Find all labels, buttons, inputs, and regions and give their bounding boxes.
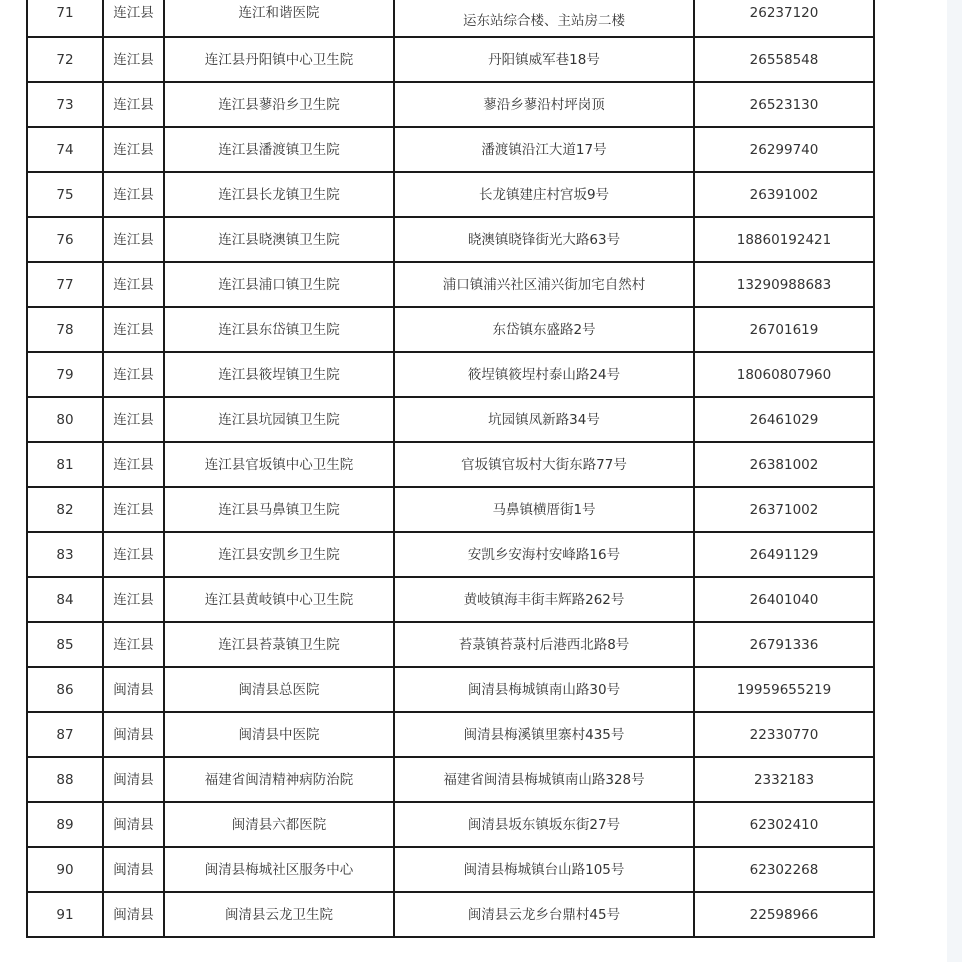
row-phone: 22598966 bbox=[694, 892, 874, 937]
row-number: 76 bbox=[27, 217, 103, 262]
row-address: 浦口镇浦兴社区浦兴街加宅自然村 bbox=[394, 262, 694, 307]
row-number: 79 bbox=[27, 352, 103, 397]
table-row bbox=[27, 262, 874, 307]
table-row bbox=[27, 622, 874, 667]
row-number: 74 bbox=[27, 127, 103, 172]
row-number: 87 bbox=[27, 712, 103, 757]
row-number: 88 bbox=[27, 757, 103, 802]
row-address: 筱埕镇筱埕村泰山路24号 bbox=[394, 352, 694, 397]
row-phone-text: 26237120 bbox=[749, 4, 819, 21]
row-hospital-name: 连江县苔菉镇卫生院 bbox=[164, 622, 394, 667]
row-hospital-name: 连江县蓼沿乡卫生院 bbox=[164, 82, 394, 127]
row-phone: 26299740 bbox=[694, 127, 874, 172]
row-phone: 26791336 bbox=[694, 622, 874, 667]
row-phone bbox=[694, 0, 874, 37]
row-address: 安凯乡安海村安峰路16号 bbox=[394, 532, 694, 577]
row-number bbox=[27, 0, 103, 37]
table-row bbox=[27, 892, 874, 937]
row-hospital-name: 连江县坑园镇卫生院 bbox=[164, 397, 394, 442]
row-number: 77 bbox=[27, 262, 103, 307]
row-hospital-name: 连江县官坂镇中心卫生院 bbox=[164, 442, 394, 487]
row-address: 潘渡镇沿江大道17号 bbox=[394, 127, 694, 172]
row-address: 黄岐镇海丰街丰辉路262号 bbox=[394, 577, 694, 622]
row-number: 75 bbox=[27, 172, 103, 217]
row-hospital-name: 闽清县云龙卫生院 bbox=[164, 892, 394, 937]
row-county: 连江县 bbox=[103, 352, 164, 397]
row-hospital-name: 闽清县总医院 bbox=[164, 667, 394, 712]
row-hospital-name: 闽清县梅城社区服务中心 bbox=[164, 847, 394, 892]
row-county: 连江县 bbox=[103, 577, 164, 622]
row-address: 闽清县梅城镇台山路105号 bbox=[394, 847, 694, 892]
table-row bbox=[27, 712, 874, 757]
row-address: 官坂镇官坂村大街东路77号 bbox=[394, 442, 694, 487]
table-row bbox=[27, 757, 874, 802]
row-number: 73 bbox=[27, 82, 103, 127]
row-county: 连江县 bbox=[103, 442, 164, 487]
row-phone: 2332183 bbox=[694, 757, 874, 802]
row-phone: 18860192421 bbox=[694, 217, 874, 262]
row-address: 闽清县坂东镇坂东街27号 bbox=[394, 802, 694, 847]
row-county: 连江县 bbox=[103, 217, 164, 262]
row-phone: 26391002 bbox=[694, 172, 874, 217]
row-number: 78 bbox=[27, 307, 103, 352]
row-phone: 13290988683 bbox=[694, 262, 874, 307]
row-hospital-name: 连江县东岱镇卫生院 bbox=[164, 307, 394, 352]
row-hospital-name: 连江县晓澳镇卫生院 bbox=[164, 217, 394, 262]
row-county: 连江县 bbox=[103, 82, 164, 127]
row-address: 苔菉镇苔菉村后港西北路8号 bbox=[394, 622, 694, 667]
row-county: 连江县 bbox=[103, 532, 164, 577]
row-hospital-name-text: 连江和谐医院 bbox=[238, 4, 320, 21]
table-row bbox=[27, 82, 874, 127]
row-number: 72 bbox=[27, 37, 103, 82]
row-county bbox=[103, 0, 164, 37]
row-hospital-name: 连江县马鼻镇卫生院 bbox=[164, 487, 394, 532]
row-county: 闽清县 bbox=[103, 892, 164, 937]
table-row bbox=[27, 577, 874, 622]
row-address: 闽清县梅溪镇里寨村435号 bbox=[394, 712, 694, 757]
row-number: 84 bbox=[27, 577, 103, 622]
row-address: 蓼沿乡蓼沿村坪岗顶 bbox=[394, 82, 694, 127]
row-number: 90 bbox=[27, 847, 103, 892]
row-phone: 26523130 bbox=[694, 82, 874, 127]
table-row bbox=[27, 847, 874, 892]
row-address: 闽清县梅城镇南山路30号 bbox=[394, 667, 694, 712]
row-phone: 26401040 bbox=[694, 577, 874, 622]
table-row bbox=[27, 172, 874, 217]
table-row bbox=[27, 532, 874, 577]
row-phone: 26371002 bbox=[694, 487, 874, 532]
row-hospital-name: 连江县安凯乡卫生院 bbox=[164, 532, 394, 577]
row-address: 长龙镇建庄村宫坂9号 bbox=[394, 172, 694, 217]
row-county: 连江县 bbox=[103, 397, 164, 442]
row-hospital-name: 闽清县中医院 bbox=[164, 712, 394, 757]
row-county: 闽清县 bbox=[103, 802, 164, 847]
row-hospital-name: 连江县潘渡镇卫生院 bbox=[164, 127, 394, 172]
row-county: 连江县 bbox=[103, 487, 164, 532]
row-number: 81 bbox=[27, 442, 103, 487]
row-address: 闽清县云龙乡台鼎村45号 bbox=[394, 892, 694, 937]
row-phone: 22330770 bbox=[694, 712, 874, 757]
table-row bbox=[27, 352, 874, 397]
row-number: 86 bbox=[27, 667, 103, 712]
row-number: 85 bbox=[27, 622, 103, 667]
row-address bbox=[394, 0, 694, 37]
row-county: 闽清县 bbox=[103, 712, 164, 757]
row-phone: 26491129 bbox=[694, 532, 874, 577]
row-number: 80 bbox=[27, 397, 103, 442]
row-county: 闽清县 bbox=[103, 847, 164, 892]
row-hospital-name bbox=[164, 0, 394, 37]
table-row bbox=[27, 397, 874, 442]
table-row bbox=[27, 0, 874, 37]
row-number: 83 bbox=[27, 532, 103, 577]
row-address-text: 运东站综合楼、主站房二楼 bbox=[463, 12, 625, 29]
row-address: 丹阳镇威军巷18号 bbox=[394, 37, 694, 82]
row-county: 连江县 bbox=[103, 262, 164, 307]
row-county: 连江县 bbox=[103, 37, 164, 82]
row-phone: 62302410 bbox=[694, 802, 874, 847]
row-hospital-name: 连江县筱埕镇卫生院 bbox=[164, 352, 394, 397]
row-hospital-name: 福建省闽清精神病防治院 bbox=[164, 757, 394, 802]
row-phone: 18060807960 bbox=[694, 352, 874, 397]
row-phone: 26701619 bbox=[694, 307, 874, 352]
table-row bbox=[27, 802, 874, 847]
row-county: 连江县 bbox=[103, 622, 164, 667]
row-address: 福建省闽清县梅城镇南山路328号 bbox=[394, 757, 694, 802]
hospital-table bbox=[26, 0, 875, 938]
row-county: 连江县 bbox=[103, 172, 164, 217]
row-county: 连江县 bbox=[103, 307, 164, 352]
row-county-text: 连江县 bbox=[113, 4, 154, 21]
row-number: 82 bbox=[27, 487, 103, 532]
row-county: 连江县 bbox=[103, 127, 164, 172]
row-number-text: 71 bbox=[56, 4, 74, 21]
row-number: 89 bbox=[27, 802, 103, 847]
row-phone: 26558548 bbox=[694, 37, 874, 82]
row-address: 东岱镇东盛路2号 bbox=[394, 307, 694, 352]
row-address: 马鼻镇横厝街1号 bbox=[394, 487, 694, 532]
table-row bbox=[27, 487, 874, 532]
hospital-table-body bbox=[27, 0, 874, 937]
table-row bbox=[27, 667, 874, 712]
table-row bbox=[27, 127, 874, 172]
row-address: 坑园镇凤新路34号 bbox=[394, 397, 694, 442]
row-county: 闽清县 bbox=[103, 757, 164, 802]
row-county: 闽清县 bbox=[103, 667, 164, 712]
row-hospital-name: 连江县浦口镇卫生院 bbox=[164, 262, 394, 307]
row-hospital-name: 闽清县六都医院 bbox=[164, 802, 394, 847]
hospital-table-container bbox=[26, 0, 873, 938]
row-phone: 26461029 bbox=[694, 397, 874, 442]
page-side-strip bbox=[947, 0, 962, 962]
row-phone: 62302268 bbox=[694, 847, 874, 892]
table-row bbox=[27, 442, 874, 487]
table-row bbox=[27, 37, 874, 82]
row-hospital-name: 连江县黄岐镇中心卫生院 bbox=[164, 577, 394, 622]
row-number: 91 bbox=[27, 892, 103, 937]
row-hospital-name: 连江县长龙镇卫生院 bbox=[164, 172, 394, 217]
row-phone: 26381002 bbox=[694, 442, 874, 487]
row-address: 晓澳镇晓锋街光大路63号 bbox=[394, 217, 694, 262]
table-row bbox=[27, 307, 874, 352]
row-hospital-name: 连江县丹阳镇中心卫生院 bbox=[164, 37, 394, 82]
table-row bbox=[27, 217, 874, 262]
row-phone: 19959655219 bbox=[694, 667, 874, 712]
